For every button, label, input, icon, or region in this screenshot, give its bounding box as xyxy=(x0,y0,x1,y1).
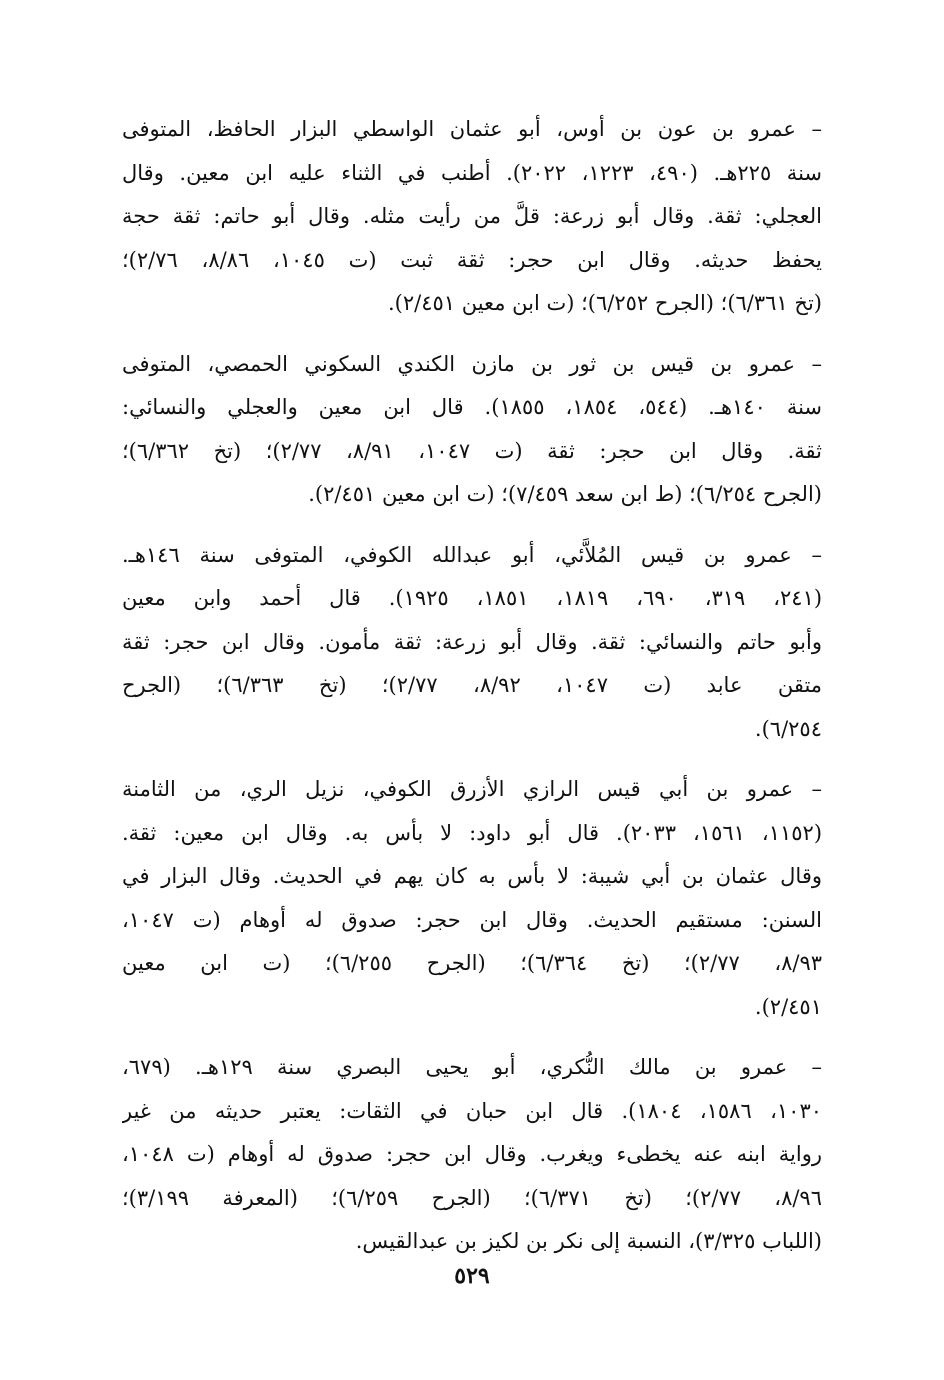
entry-line: وقال عثمان بن أبي شيبة: لا بأس به كان يهم في الحديث. وقال البزار في xyxy=(122,864,822,888)
entry-line: وأبو حاتم والنسائي: ثقة. وقال أبو زرعة: ثقة مأمون. وقال ابن حجر: ثقة xyxy=(122,629,822,654)
entry-line: ٨/٩٦، ٢/٧٧)؛ (تخ ٦/٣٧١)؛ (الجرح ٦/٢٥٩)؛ (المعرفة ٣/١٩٩)؛ xyxy=(122,1185,822,1210)
page-content xyxy=(122,108,822,1281)
entry-line: سنة ٢٢٥هـ. (٤٩٠، ١٢٢٣، ٢٠٢٢). أطنب في الثناء عليه ابن معين. وقال xyxy=(122,160,822,185)
entry-line: العجلي: ثقة. وقال أبو زرعة: قلَّ من رأيت مثله. وقال أبو حاتم: ثقة حجة xyxy=(122,204,822,228)
entry-line: – عمرو بن قيس بن ثور بن مازن الكندي السكوني الحمصي، المتوفى xyxy=(122,351,822,376)
entry-line: يحفظ حديثه. وقال ابن حجر: ثقة ثبت (ت ١٠٤٥، ٨/٨٦، ٢/٧٦)؛ xyxy=(122,247,822,272)
entry-line: – عمرو بن قيس المُلاَّئي، أبو عبدالله الكوفي، المتوفى سنة ١٤٦هـ. xyxy=(122,542,822,567)
entry-line: – عمرو بن أبي قيس الرازي الأزرق الكوفي، نزيل الري، من الثامنة xyxy=(122,777,822,801)
entry-line: (تخ ٦/٣٦١)؛ (الجرح ٦/٢٥٢)؛ (ت ابن معين ٢/٤٥١). xyxy=(387,291,822,315)
entry-line: السنن: مستقيم الحديث. وقال ابن حجر: صدوق له أوهام (ت ١٠٤٧، xyxy=(122,907,822,932)
biography-entry xyxy=(122,108,822,326)
entry-line: ٦/٢٥٤). xyxy=(754,716,822,741)
biography-entry xyxy=(122,343,822,517)
biography-entry xyxy=(122,534,822,752)
entry-line: – عمرو بن مالك النُّكري، أبو يحيى البصري سنة ١٢٩هـ. (٦٧٩، xyxy=(122,1055,822,1079)
page-number: ٥٢٩ xyxy=(454,1263,490,1289)
entry-line: (الجرح ٦/٢٥٤)؛ (ط ابن سعد ٧/٤٥٩)؛ (ت ابن معين ٢/٤٥١). xyxy=(308,482,822,506)
entry-line: ثقة. وقال ابن حجر: ثقة (ت ١٠٤٧، ٨/٩١، ٢/٧٧)؛ (تخ ٦/٣٦٢)؛ xyxy=(122,438,822,463)
entry-line: سنة ١٤٠هـ. (٥٤٤، ١٨٥٤، ١٨٥٥). قال ابن معين والعجلي والنسائي: xyxy=(122,395,822,419)
entry-line: متقن عابد (ت ١٠٤٧، ٨/٩٢، ٢/٧٧)؛ (تخ ٦/٣٦٣)؛ (الجرح xyxy=(122,673,822,697)
entry-line: ١٠٣٠، ١٥٨٦، ١٨٠٤). قال ابن حبان في الثقات: يعتبر حديثه من غير xyxy=(122,1098,822,1123)
biography-entry xyxy=(122,1046,822,1264)
entry-line: ٨/٩٣، ٢/٧٧)؛ (تخ ٦/٣٦٤)؛ (الجرح ٦/٢٥٥)؛ (ت ابن معين xyxy=(122,951,822,975)
entry-line: (١١٥٢، ١٥٦١، ٢٠٣٣). قال أبو داود: لا بأس به. وقال ابن معين: ثقة. xyxy=(122,820,822,845)
entry-line: (٢٤١، ٣١٩، ٦٩٠، ١٨١٩، ١٨٥١، ١٩٢٥). قال أحمد وابن معين xyxy=(122,586,822,610)
entry-line: (اللباب ٣/٣٢٥)، النسبة إلى نكر بن لكيز بن عبدالقيس. xyxy=(355,1229,822,1253)
entry-line: رواية ابنه عنه يخطىء ويغرب. وقال ابن حجر: صدوق له أوهام (ت ١٠٤٨، xyxy=(122,1142,822,1166)
biography-entry xyxy=(122,768,822,1029)
entry-line: ٢/٤٥١). xyxy=(754,994,822,1019)
entry-line: – عمرو بن عون بن أوس، أبو عثمان الواسطي البزار الحافظ، المتوفى xyxy=(122,117,822,141)
